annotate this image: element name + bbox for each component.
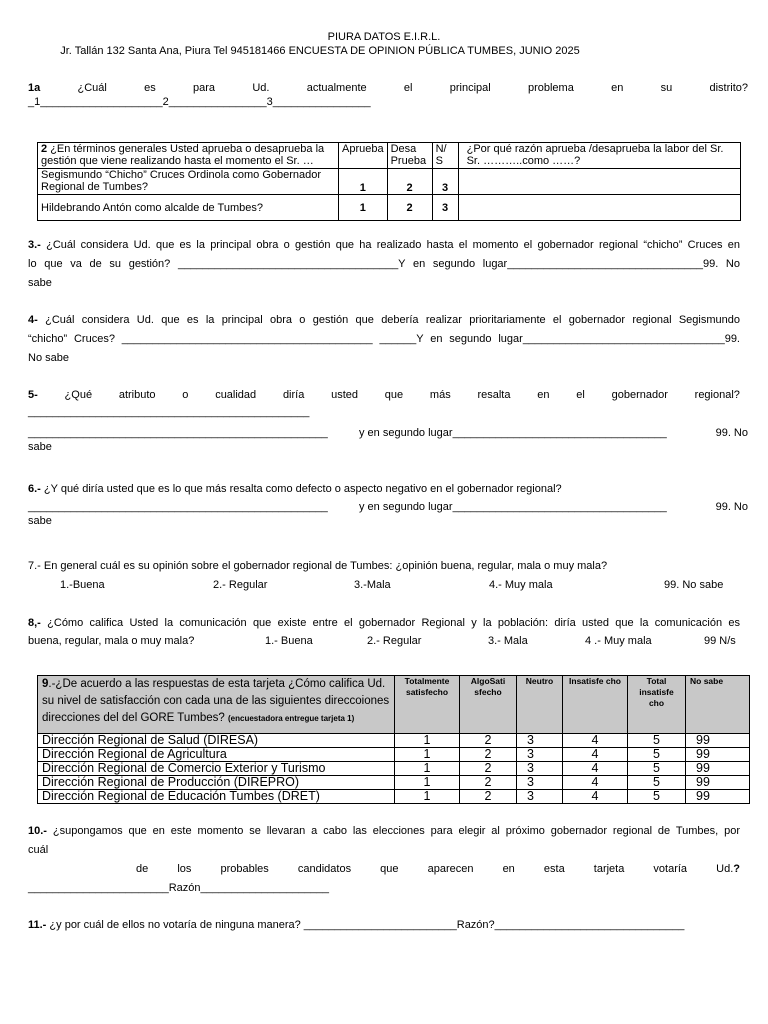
- rating-option[interactable]: 99: [686, 790, 750, 804]
- question-6-blank-2[interactable]: y en segundo lugar___________________________________: [359, 501, 667, 513]
- question-1-answer-blanks[interactable]: _1____________________2________________3________________: [28, 96, 371, 108]
- option-ns[interactable]: 99 N/s: [704, 635, 736, 647]
- option-mala[interactable]: 3.-Mala: [354, 579, 391, 591]
- question-5-blank-1[interactable]: _________________________________________________: [28, 427, 328, 439]
- table-row: Dirección Regional de Agricultura 1 2 3 4 5 99: [38, 748, 750, 762]
- col-algo-satisfecho: AlgoSati sfecho: [460, 676, 517, 734]
- question-5-blank[interactable]: ______________________________________________: [28, 406, 310, 418]
- col-total-insatisfecho: Total insatisfe cho: [628, 676, 686, 734]
- rating-option[interactable]: 5: [628, 790, 686, 804]
- rating-option[interactable]: 3: [517, 734, 563, 748]
- option-no-sabe[interactable]: 99. No sabe: [664, 579, 724, 591]
- option-desaprueba[interactable]: 2: [387, 195, 432, 221]
- question-number: 1a: [28, 82, 41, 94]
- option-desaprueba[interactable]: 2: [387, 169, 432, 195]
- option-no-sabe[interactable]: 99. No: [715, 427, 748, 439]
- option-buena[interactable]: 1.-Buena: [60, 579, 105, 591]
- rating-option[interactable]: 1: [395, 790, 460, 804]
- table-row: Dirección Regional de Salud (DIRESA) 1 2 3 4 5 99: [38, 734, 750, 748]
- rating-option[interactable]: 5: [628, 776, 686, 790]
- rating-option[interactable]: 1: [395, 776, 460, 790]
- question-10-line2: cuál: [28, 844, 49, 856]
- rating-option[interactable]: 5: [628, 748, 686, 762]
- question-3-line2[interactable]: lo que va de su gestión? ____________________________________Y en segundo lugar________________________________99. No: [28, 258, 740, 270]
- col-aprueba: Aprueba: [339, 143, 388, 169]
- question-10: 10.- ¿supongamos que en este momento se llevaran a cabo las elecciones para elegir al próximo gobernador regional de Tumbes, por: [28, 825, 741, 837]
- option-muy-mala[interactable]: 4.- Muy mala: [489, 579, 553, 591]
- rating-option[interactable]: 1: [395, 734, 460, 748]
- reason-field[interactable]: [458, 169, 740, 195]
- table-row: Dirección Regional de Comercio Exterior y Turismo 1 2 3 4 5 99: [38, 762, 750, 776]
- option-regular[interactable]: 2.- Regular: [367, 635, 422, 647]
- rating-option[interactable]: 1: [395, 762, 460, 776]
- col-reason: ¿Por qué razón aprueba /desaprueba la labor del Sr. Sr. ………..como ……?: [458, 143, 740, 169]
- col-desaprueba: Desa Prueba: [387, 143, 432, 169]
- rating-option[interactable]: 2: [460, 776, 517, 790]
- question-2-text: 2 ¿En términos generales Usted aprueba o desaprueba la gestión que viene realizando hasta el momento el Sr. …: [38, 143, 339, 169]
- question-9-text: 9.-¿De acuerdo a las respuestas de esta tarjeta ¿Cómo califica Ud. su nivel de satisfacción con cada una de las siguientes direccoiones direcciones del del GORE Tumbes? (encuestadora entregue tarjeta 1): [38, 676, 395, 734]
- col-no-sabe: No sabe: [686, 676, 750, 734]
- col-insatisfecho: Insatisfe cho: [563, 676, 628, 734]
- rating-option[interactable]: 4: [563, 776, 628, 790]
- col-ns: N/ S: [432, 143, 458, 169]
- option-regular[interactable]: 2.- Regular: [213, 579, 268, 591]
- option-buena[interactable]: 1.- Buena: [265, 635, 313, 647]
- rating-option[interactable]: 99: [686, 748, 750, 762]
- col-totalmente-satisfecho: Totalmente satisfecho: [395, 676, 460, 734]
- option-mala[interactable]: 3.- Mala: [488, 635, 528, 647]
- rating-option[interactable]: 2: [460, 790, 517, 804]
- option-no-sabe[interactable]: 99. No: [715, 501, 748, 513]
- table-row: Dirección Regional de Educación Tumbes (DRET) 1 2 3 4 5 99: [38, 790, 750, 804]
- option-aprueba[interactable]: 1: [339, 195, 388, 221]
- question-10-answer[interactable]: _______________________Razón_____________________: [28, 882, 329, 894]
- question-5-blank-2[interactable]: y en segundo lugar___________________________________: [359, 427, 667, 439]
- rating-option[interactable]: 2: [460, 762, 517, 776]
- rating-option[interactable]: 99: [686, 776, 750, 790]
- option-ns[interactable]: 3: [432, 169, 458, 195]
- question-3: 3.- ¿Cuál considera Ud. que es la principal obra o gestión que ha realizado hasta el momento el gobernador regional “chicho” Cruces en: [28, 239, 740, 251]
- col-neutro: Neutro: [517, 676, 563, 734]
- question-7: 7.- En general cuál es su opinión sobre el gobernador regional de Tumbes: ¿opinión buena, regular, mala o muy mala?: [28, 560, 608, 572]
- rating-option[interactable]: 5: [628, 734, 686, 748]
- rating-option[interactable]: 2: [460, 734, 517, 748]
- question-11[interactable]: 11.- ¿y por cuál de ellos no votaría de ninguna manera? _________________________Razón?_______________________________: [28, 919, 685, 931]
- reason-field[interactable]: [458, 195, 740, 221]
- rating-option[interactable]: 4: [563, 748, 628, 762]
- rating-option[interactable]: 3: [517, 776, 563, 790]
- rating-option[interactable]: 3: [517, 748, 563, 762]
- table-row: Dirección Regional de Producción (DIREPRO) 1 2 3 4 5 99: [38, 776, 750, 790]
- question-10-line3: de los probables candidatos que aparecen en esta tarjeta votaría Ud.?: [136, 863, 740, 875]
- table-row: Segismundo “Chicho” Cruces Ordinola como Gobernador Regional de Tumbes? 1 2 3: [38, 169, 741, 195]
- rating-option[interactable]: 3: [517, 790, 563, 804]
- rating-option[interactable]: 4: [563, 762, 628, 776]
- question-8: 8,- ¿Cómo califica Usted la comunicación que existe entre el gobernador Regional y la población: diría usted que la comunicación es: [28, 617, 740, 629]
- rating-option[interactable]: 5: [628, 762, 686, 776]
- rating-option[interactable]: 99: [686, 762, 750, 776]
- table-row: Hildebrando Antón como alcalde de Tumbes? 1 2 3: [38, 195, 741, 221]
- question-5-sabe: sabe: [28, 441, 52, 453]
- question-6-blank-1[interactable]: _________________________________________________: [28, 501, 328, 513]
- rating-option[interactable]: 4: [563, 790, 628, 804]
- question-4: 4- ¿Cuál considera Ud. que es la principal obra o gestión que debería realizar prioritariamente el gobernador regional Segismundo: [28, 314, 740, 326]
- question-2-table: [37, 142, 741, 221]
- option-ns[interactable]: 3: [432, 195, 458, 221]
- rating-option[interactable]: 4: [563, 734, 628, 748]
- rating-option[interactable]: 99: [686, 734, 750, 748]
- option-muy-mala[interactable]: 4 .- Muy mala: [585, 635, 652, 647]
- question-6: 6.- ¿Y qué diría usted que es lo que más resalta como defecto o aspecto negativo en el gobernador regional?: [28, 483, 562, 495]
- question-1: 1a ¿Cuál es para Ud. actualmente el principal problema en su distrito?: [28, 82, 749, 94]
- company-name: PIURA DATOS E.I.R.L.: [327, 31, 441, 43]
- question-5: 5- ¿Qué atributo o cualidad diría usted que más resalta en el gobernador regional?: [28, 389, 740, 401]
- rating-option[interactable]: 2: [460, 748, 517, 762]
- question-4-line2[interactable]: “chicho” Cruces? _________________________________________ ______Y en segundo lugar_________________________________99.: [28, 333, 740, 345]
- question-4-line3: No sabe: [28, 352, 69, 364]
- survey-subtitle: Jr. Tallán 132 Santa Ana, Piura Tel 945181466 ENCUESTA DE OPINION PÚBLICA TUMBES, JUNIO 2025: [60, 45, 580, 57]
- rating-option[interactable]: 1: [395, 748, 460, 762]
- rating-option[interactable]: 3: [517, 762, 563, 776]
- question-6-sabe: sabe: [28, 515, 52, 527]
- question-3-line3: sabe: [28, 277, 52, 289]
- question-9-table: [37, 675, 750, 804]
- question-8-line2: buena, regular, mala o muy mala?: [28, 635, 195, 647]
- option-aprueba[interactable]: 1: [339, 169, 388, 195]
